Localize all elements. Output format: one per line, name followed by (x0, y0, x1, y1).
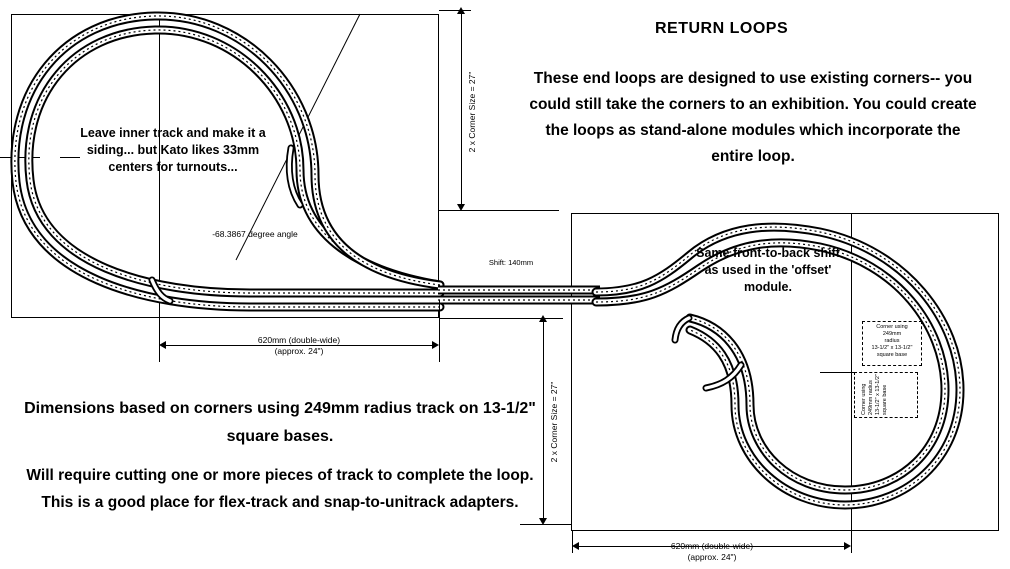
legend2-line2: 249mm radius (868, 380, 874, 415)
legend1-line1: Corner using (876, 324, 908, 330)
legend1-line5: square base (876, 352, 908, 358)
left-width-label-2: (approx. 24") (274, 346, 324, 356)
legend2-line4: square base (882, 384, 888, 415)
page-title: RETURN LOOPS (655, 20, 789, 37)
bottom-height-label: 2 x Corner Size = 27" (549, 381, 559, 463)
shift-annotation: Shift: 140mm (488, 258, 534, 267)
siding-note-leader (60, 157, 80, 158)
note-siding: Leave inner track and make it a siding... but Kato likes 33mm centers for turnouts... (80, 126, 266, 174)
legend1-line3: radius (884, 338, 900, 344)
right-width-label-1: 620mm (double-wide) (670, 541, 754, 551)
corner-legend-box-top (862, 321, 922, 366)
top-height-label: 2 x Corner Size = 27" (467, 71, 477, 153)
intro-paragraph: These end loops are designed to use existing corners-- you could still take the corners to an exhibition. You could create the loops as stand-alone modules which incorporate the entire loop. (529, 70, 977, 165)
angle-annotation: -68.3867 degree angle (212, 229, 298, 239)
legend2-line1: Corner using (861, 383, 867, 415)
right-width-label-2: (approx. 24") (687, 552, 737, 562)
legend1-line4: 13-1/2" x 13-1/2" (871, 345, 913, 351)
note-dimensions: Dimensions based on corners using 249mm radius track on 13-1/2" square bases. (24, 400, 536, 445)
left-width-label-1: 620mm (double-wide) (257, 335, 341, 345)
corner-legend-box-bottom (854, 372, 918, 418)
note-shift: Same front-to-back shift as used in the 'offset' module. (696, 246, 840, 294)
note-cutting: Will require cutting one or more pieces of track to complete the loop. This is a good place for flex-track and snap-to-unitrack adapters. (26, 467, 534, 511)
legend2-line3: 13-1/2" x 13-1/2" (875, 374, 881, 415)
legend1-line2: 249mm (882, 331, 902, 337)
